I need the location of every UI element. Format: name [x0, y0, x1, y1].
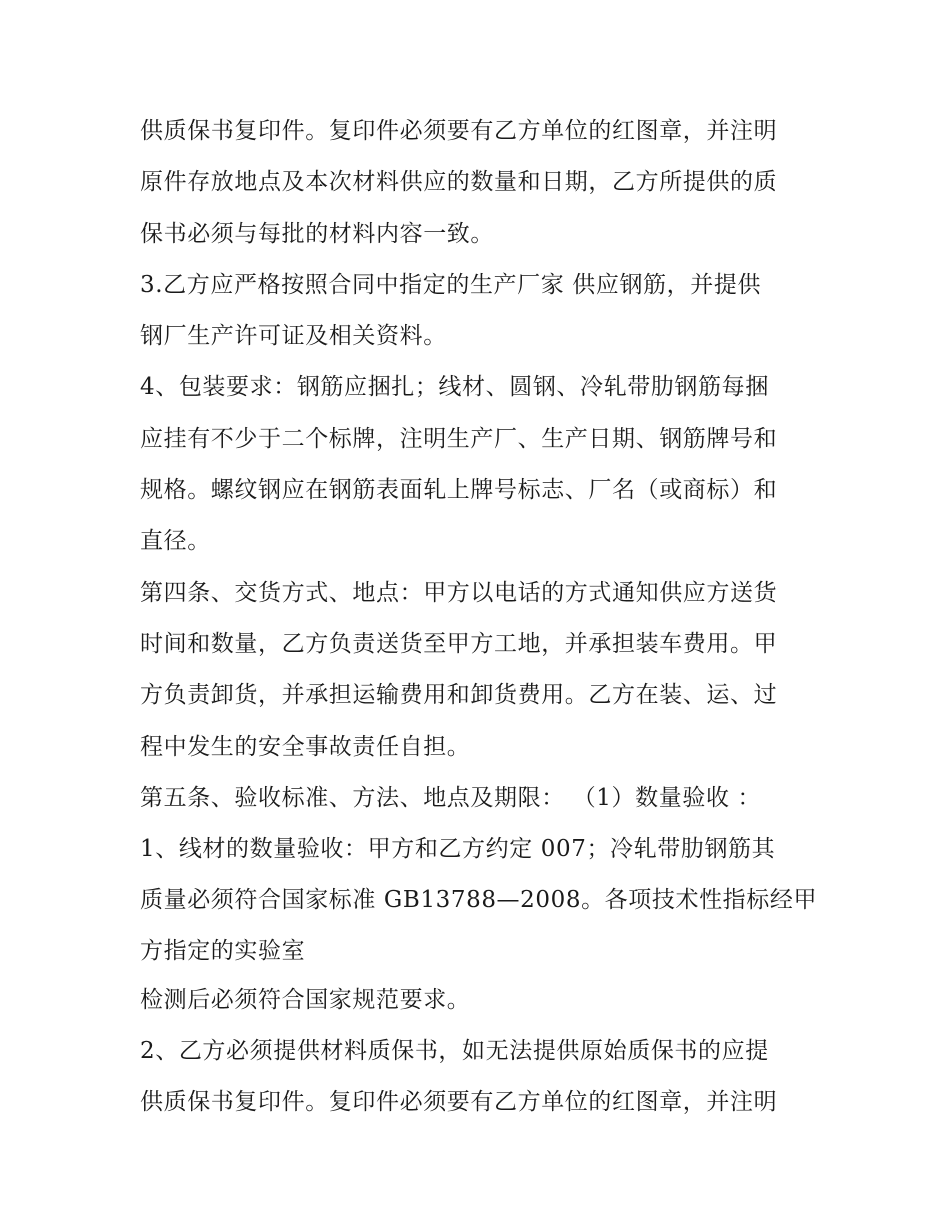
text-line: 第四条、交货方式、地点：甲方以电话的方式通知供应方送货 [140, 579, 778, 606]
text-line: 直径。 [140, 528, 211, 555]
text-line: 钢厂生产许可证及相关资料。 [140, 323, 447, 350]
text-line: 规格。螺纹钢应在钢筋表面轧上牌号标志、厂名（或商标）和 [140, 477, 778, 504]
text-line: 保书必须与每批的材料内容一致。 [140, 220, 494, 247]
text-line: 程中发生的安全事故责任自担。 [140, 733, 471, 760]
text-line: 供质保书复印件。复印件必须要有乙方单位的红图章，并注明 [140, 1089, 778, 1116]
text-line: 方指定的实验室 [140, 937, 306, 964]
text-line: 供质保书复印件。复印件必须要有乙方单位的红图章，并注明 [140, 118, 778, 144]
text-line: 2、乙方必须提供材料质保书，如无法提供原始质保书的应提 [140, 1038, 769, 1065]
contract-text-body [140, 106, 820, 1129]
text-line: 应挂有不少于二个标牌，注明生产厂、生产日期、钢筋牌号和 [140, 425, 778, 452]
text-line: 方负责卸货，并承担运输费用和卸货费用。乙方在装、运、过 [140, 682, 778, 709]
text-line: 4、包装要求：钢筋应捆扎；线材、圆钢、冷轧带肋钢筋每捆 [140, 374, 769, 401]
text-line: 3.乙方应严格按照合同中指定的生产厂家 供应钢筋，并提供 [140, 271, 762, 298]
text-line: 质量必须符合国家标准 GB13788—2008。各项技术性指标经甲 [140, 887, 818, 914]
text-line: 原件存放地点及本次材料供应的数量和日期，乙方所提供的质 [140, 169, 778, 196]
text-line: 检测后必须符合国家规范要求。 [140, 986, 471, 1013]
text-line: 第五条、验收标准、方法、地点及期限： （1）数量验收 ： [140, 784, 762, 811]
text-line: 时间和数量，乙方负责送货至甲方工地，并承担装车费用。甲 [140, 630, 778, 657]
text-line: 1、线材的数量验收：甲方和乙方约定 007；冷轧带肋钢筋其 [140, 836, 776, 863]
